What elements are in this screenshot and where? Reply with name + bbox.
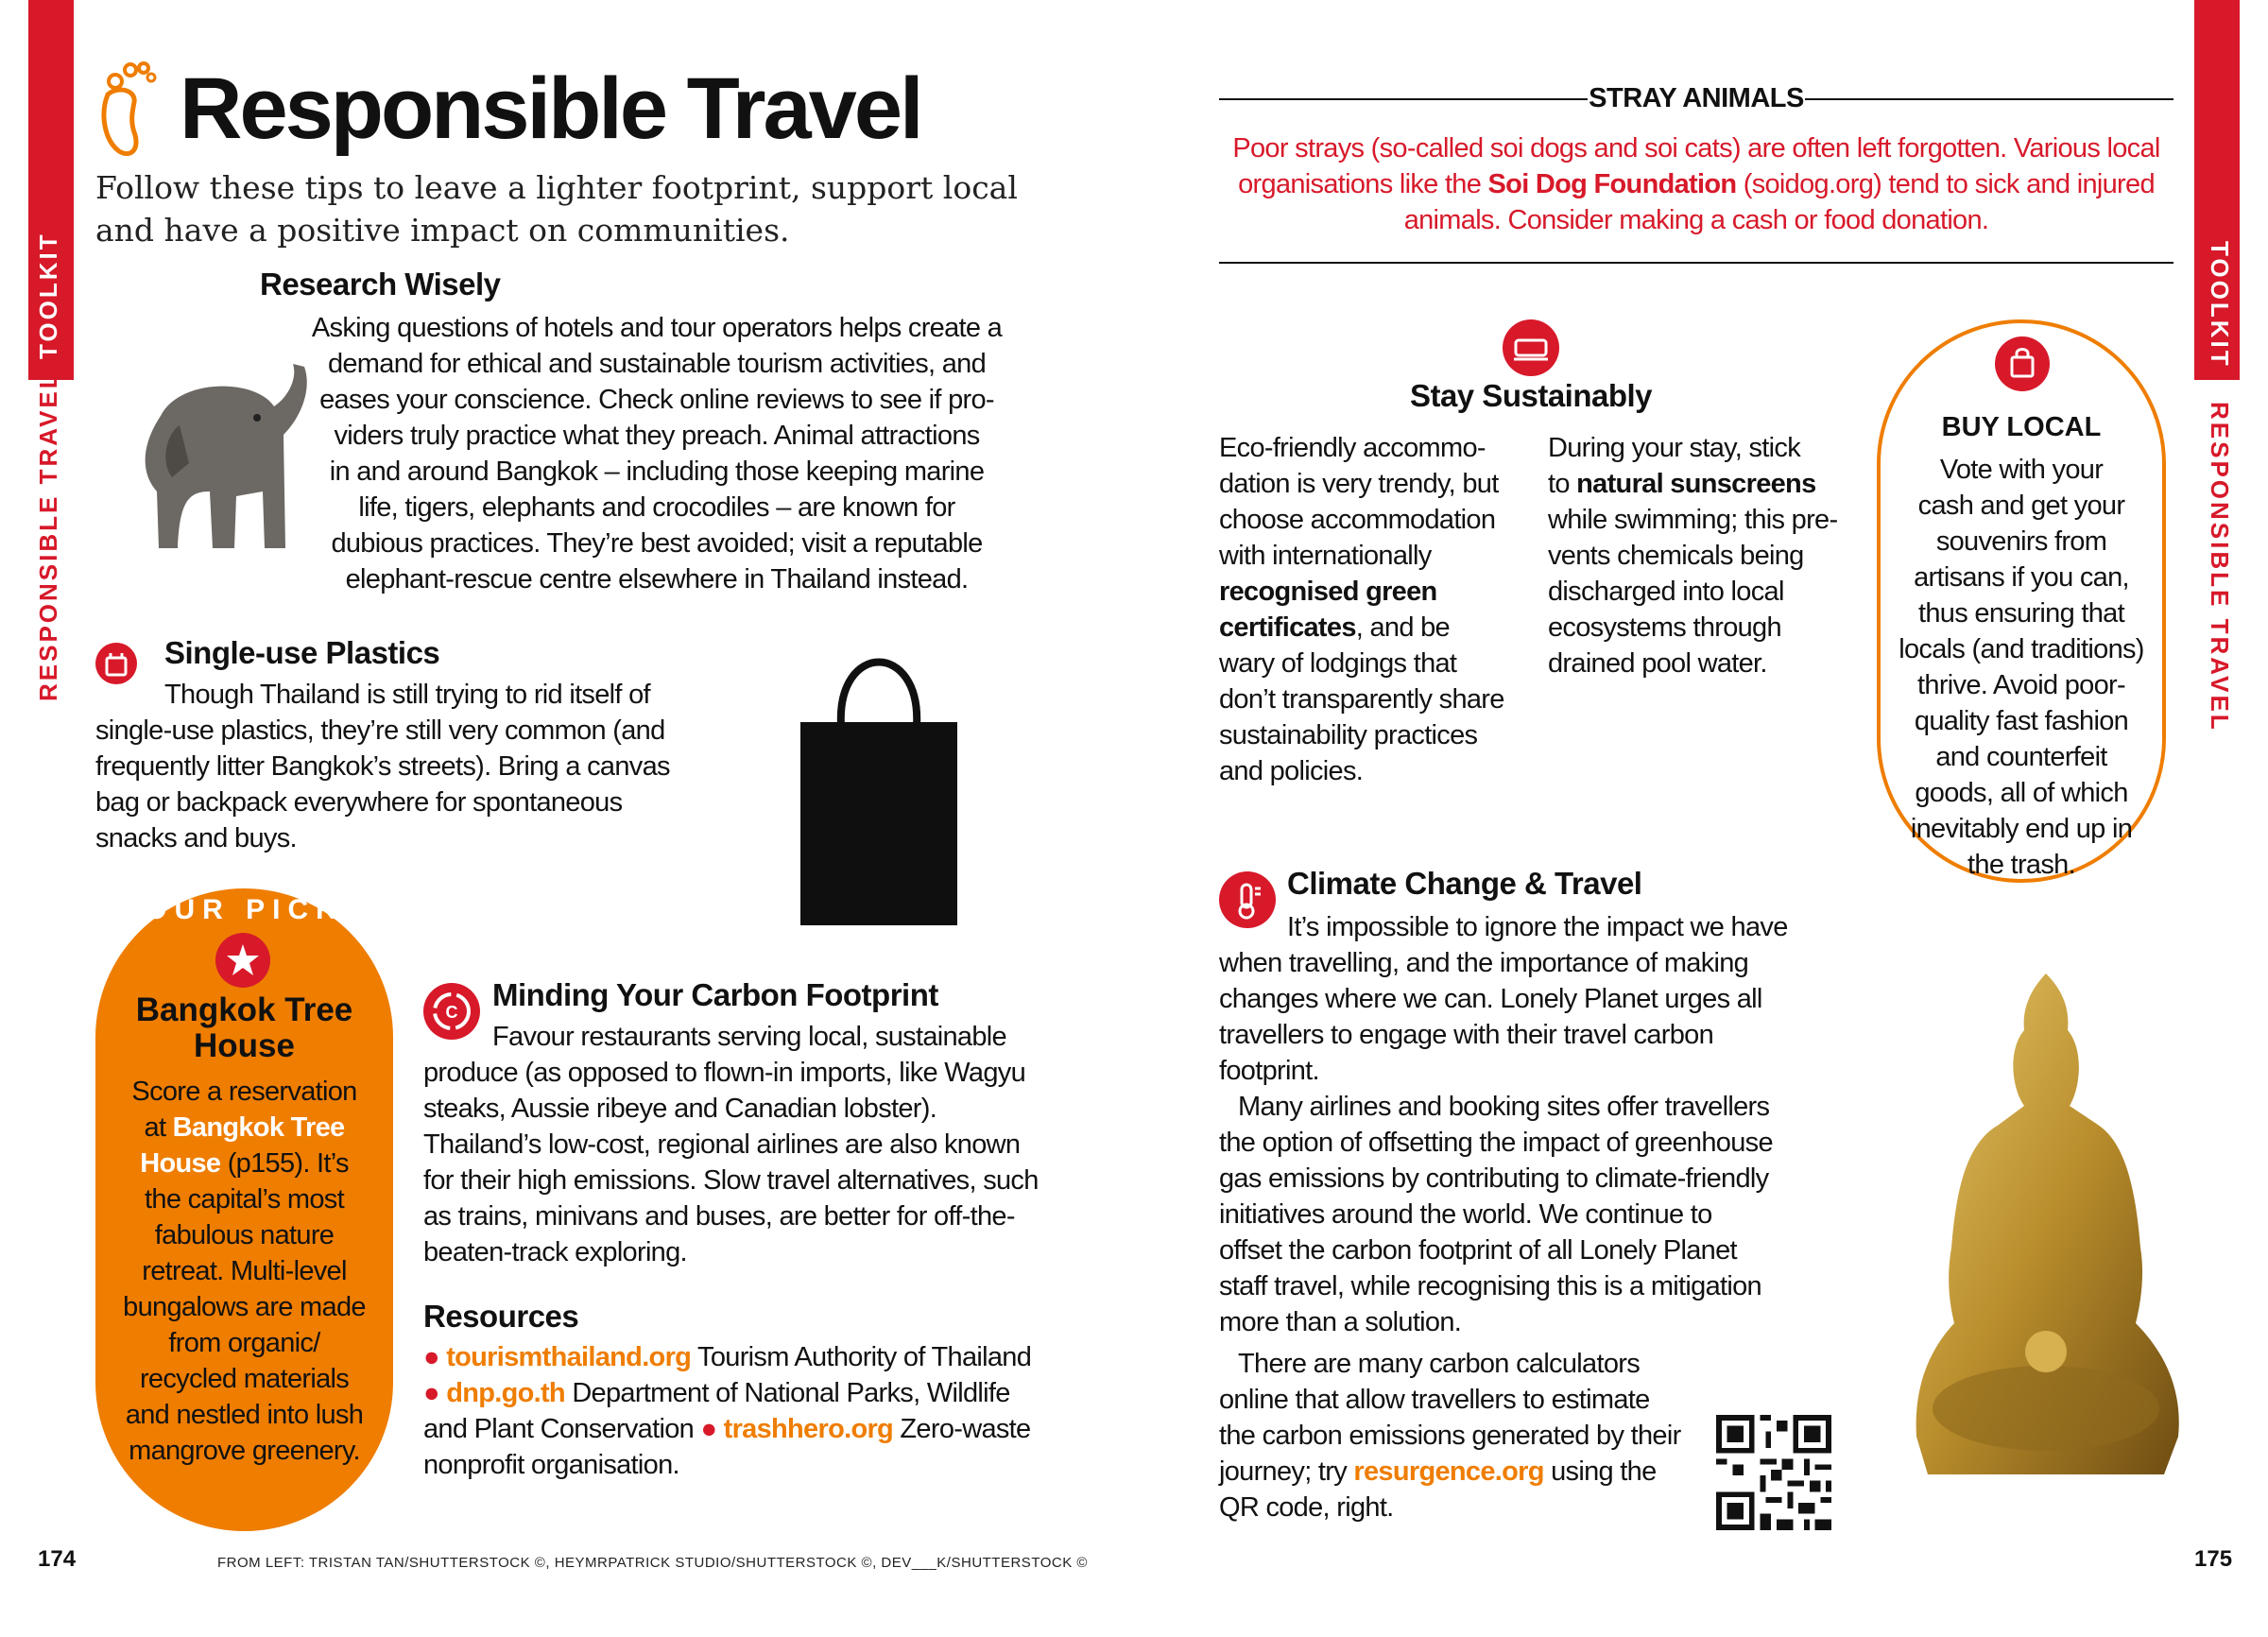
research-heading: Research Wisely	[260, 267, 501, 302]
carbon-line: produce (as opposed to flown-in imports, like Wagyu	[423, 1058, 1025, 1088]
carbon-line: for their high emissions. Slow travel alternatives, such	[423, 1165, 1039, 1196]
stay-text: to	[1548, 469, 1570, 499]
climate-line: changes where we can. Lonely Planet urges all	[1219, 984, 1762, 1014]
research-line: life, tigers, elephants and crocodiles – are known for	[358, 492, 955, 523]
climate-line: the carbon emissions generated by their	[1219, 1421, 1681, 1451]
climate-line: the option of offsetting the impact of greenhouse	[1219, 1128, 1773, 1158]
climate-line: It’s impossible to ignore the impact we have	[1287, 912, 1788, 942]
buy-local-body	[1877, 452, 2166, 883]
buy-local-line: thus ensuring that	[1918, 598, 2124, 629]
research-line: eases your conscience. Check online reviews to see if pro-	[319, 385, 994, 415]
research-line: dubious practices. They’re best avoided; visit a reputable	[331, 528, 983, 559]
our-pick-link[interactable]: Bangkok Tree House	[140, 1112, 345, 1179]
resource-text: and Plant Conservation	[423, 1414, 695, 1444]
stray-body	[1210, 130, 2183, 238]
buy-local-line: quality fast fashion	[1914, 706, 2129, 736]
resource-text: nonprofit organisation.	[423, 1450, 679, 1480]
left-section-label: RESPONSIBLE TRAVEL	[34, 370, 62, 701]
plastics-line: frequently litter Bangkok’s streets). Bring a canvas	[95, 751, 670, 782]
resource-link[interactable]: dnp.go.th	[446, 1378, 565, 1408]
stay-line: drained pool water.	[1548, 648, 1767, 679]
elephant-image	[123, 359, 321, 577]
climate-heading: Climate Change & Travel	[1287, 866, 1642, 901]
our-pick-name-line: Bangkok Tree	[135, 991, 353, 1028]
stay-line: while swimming; this pre-	[1548, 505, 1838, 535]
stay-col1	[1219, 430, 1531, 789]
buy-local-line: goods, all of which	[1915, 778, 2128, 808]
photo-credits: FROM LEFT: TRISTAN TAN/SHUTTERSTOCK ©, HEYMRPATRICK STUDIO/SHUTTERSTOCK ©, DEV___K/SHUTTERSTOCK ©	[217, 1555, 1088, 1571]
stray-text: (soidog.org) tend to sick and injured	[1743, 169, 2155, 199]
stay-text: , and be	[1355, 612, 1450, 643]
carbon-line: steaks, Aussie ribeye and Canadian lobster).	[423, 1094, 937, 1124]
carbon-line: Thailand’s low-cost, regional airlines are also known	[423, 1129, 1021, 1160]
climate-line: staff travel, while recognising this is a mitigation	[1219, 1271, 1761, 1301]
climate-line: QR code, right.	[1219, 1492, 1394, 1523]
buy-local-line: souvenirs from	[1935, 526, 2107, 557]
tote-bag-image	[799, 631, 959, 929]
star-icon	[215, 933, 270, 988]
bullet-icon: ●	[700, 1414, 717, 1444]
buy-local-line: cash and get your	[1917, 491, 2125, 521]
buddha-statue-image	[1909, 964, 2183, 1493]
climate-line: There are many carbon calculators	[1238, 1349, 1640, 1379]
our-pick-text: (p155). It’s the capital’s most fabulous nature retreat. Multi-level bungalows are made from organic/ recycled materials and nestled into lush mangrove greenery.	[123, 1148, 366, 1466]
our-pick-name-line: House	[194, 1027, 295, 1064]
our-pick-badge: OUR PICK	[145, 894, 344, 925]
page-title: Responsible Travel	[180, 60, 921, 157]
plastics-line: snacks and buys.	[95, 823, 297, 853]
research-line: demand for ethical and sustainable tourism activities, and	[327, 349, 987, 379]
carbon-body	[423, 1019, 1066, 1270]
stay-col2	[1548, 430, 1860, 681]
buy-local-line: Vote with your	[1939, 455, 2104, 485]
stay-line: don’t transparently share	[1219, 684, 1504, 715]
stay-line: ecosystems through	[1548, 612, 1781, 643]
stay-line: with internationally	[1219, 541, 1432, 571]
carbon-heading: Minding Your Carbon Footprint	[492, 977, 938, 1012]
resources-heading: Resources	[423, 1299, 579, 1334]
stay-line: vents chemicals being	[1548, 541, 1804, 571]
resurgence-link[interactable]: resurgence.org	[1353, 1456, 1544, 1487]
plastics-heading: Single-use Plastics	[164, 635, 440, 670]
svg-text:C: C	[445, 1003, 458, 1022]
plastics-line: single-use plastics, they’re still very common (and	[95, 715, 665, 746]
climate-line: gas emissions by contributing to climate-friendly	[1219, 1163, 1769, 1194]
climate-line: offset the carbon footprint of all Lonely Planet	[1219, 1235, 1737, 1266]
page-number-right: 175	[2194, 1546, 2233, 1572]
stay-line: dation is very trendy, but	[1219, 469, 1499, 499]
stray-rule-left	[1219, 98, 1588, 100]
resource-link[interactable]: trashhero.org	[723, 1414, 894, 1444]
bed-icon	[1503, 319, 1559, 376]
resource-text: Tourism Authority of Thailand	[697, 1342, 1032, 1372]
stray-line: animals. Consider making a cash or food donation.	[1403, 205, 1989, 235]
right-toolkit-label: TOOLKIT	[2206, 241, 2234, 369]
soi-dog-link[interactable]: Soi Dog Foundation	[1487, 169, 1737, 199]
our-pick-text: Score a reservation at	[131, 1077, 357, 1143]
stay-line: During your stay, stick	[1548, 433, 1801, 463]
buy-local-line: the trash.	[1967, 850, 2075, 880]
page-number-left: 174	[38, 1546, 77, 1572]
plastics-body	[95, 677, 757, 856]
stay-line: sustainability practices	[1219, 720, 1478, 750]
stray-text: organisations like the	[1238, 169, 1482, 199]
left-toolkit-label: TOOLKIT	[34, 232, 62, 359]
stray-rule-right	[1805, 98, 2174, 100]
stay-bold: recognised green	[1219, 577, 1437, 607]
carbon-line: Favour restaurants serving local, sustainable	[492, 1022, 1006, 1052]
climate-line: online that allow travellers to estimate	[1219, 1385, 1650, 1415]
research-line: viders truly practice what they preach. Animal attractions	[334, 421, 980, 451]
plastics-line: bag or backpack everywhere for spontaneous	[95, 787, 623, 818]
stay-line: choose accommodation	[1219, 505, 1496, 535]
shopping-bag-icon	[1995, 336, 2050, 391]
buy-local-line: inevitably end up in	[1910, 814, 2133, 844]
our-pick-body	[119, 1074, 369, 1469]
resource-text: Zero-waste	[900, 1414, 1031, 1444]
stay-line: Eco-friendly accommo-	[1219, 433, 1486, 463]
buy-local-heading: BUY LOCAL	[1941, 412, 2102, 442]
climate-line: when travelling, and the importance of making	[1219, 948, 1749, 978]
research-line: in and around Bangkok – including those keeping marine	[329, 457, 985, 487]
carbon-line: as trains, minivans and buses, are better for off-the-	[423, 1201, 1015, 1232]
buy-local-line: artisans if you can,	[1914, 562, 2129, 593]
stay-heading: Stay Sustainably	[1409, 378, 1653, 413]
climate-line: travellers to engage with their travel carbon	[1219, 1020, 1714, 1050]
resource-text: Department of National Parks, Wildlife	[572, 1378, 1010, 1408]
climate-text: using the	[1551, 1456, 1657, 1487]
stray-rule-bottom	[1219, 262, 2174, 264]
stay-bold: natural sunscreens	[1576, 469, 1816, 499]
right-section-label: RESPONSIBLE TRAVEL	[2206, 402, 2234, 732]
resources-list	[423, 1339, 1066, 1483]
resource-link[interactable]: tourismthailand.org	[446, 1342, 692, 1372]
bullet-icon: ●	[423, 1378, 439, 1408]
stray-line: Poor strays (so-called soi dogs and soi cats) are often left forgotten. Various local	[1232, 133, 2160, 164]
bullet-icon: ●	[423, 1342, 439, 1372]
research-body	[293, 310, 1021, 597]
research-line: elephant-rescue centre elsewhere in Thailand instead.	[345, 564, 969, 594]
climate-line: initiatives around the world. We continue to	[1219, 1199, 1712, 1230]
stay-line: and policies.	[1219, 756, 1364, 786]
footprint-icon	[91, 57, 159, 159]
buy-local-line: locals (and traditions)	[1899, 634, 2144, 664]
stay-line: wary of lodgings that	[1219, 648, 1457, 679]
stray-heading: STRAY ANIMALS	[1589, 83, 1804, 113]
buy-local-line: and counterfeit	[1935, 742, 2107, 772]
research-line: Asking questions of hotels and tour operators helps create a	[311, 313, 1003, 343]
climate-line: Many airlines and booking sites offer travellers	[1238, 1092, 1770, 1122]
climate-line: footprint.	[1219, 1056, 1319, 1086]
buy-local-line: thrive. Avoid poor-	[1917, 670, 2125, 700]
intro-text: Follow these tips to leave a lighter footprint, support local and have a positive impact on communities.	[95, 169, 1018, 249]
stay-line: discharged into local	[1548, 577, 1784, 607]
carbon-line: beaten-track exploring.	[423, 1237, 687, 1267]
qr-code[interactable]	[1716, 1415, 1831, 1530]
climate-line: more than a solution.	[1219, 1307, 1462, 1337]
our-pick-name	[95, 992, 393, 1064]
stay-bold: certificates	[1219, 612, 1356, 643]
climate-text: journey; try	[1219, 1456, 1348, 1487]
plastics-line: Though Thailand is still trying to rid itself of	[164, 680, 650, 710]
